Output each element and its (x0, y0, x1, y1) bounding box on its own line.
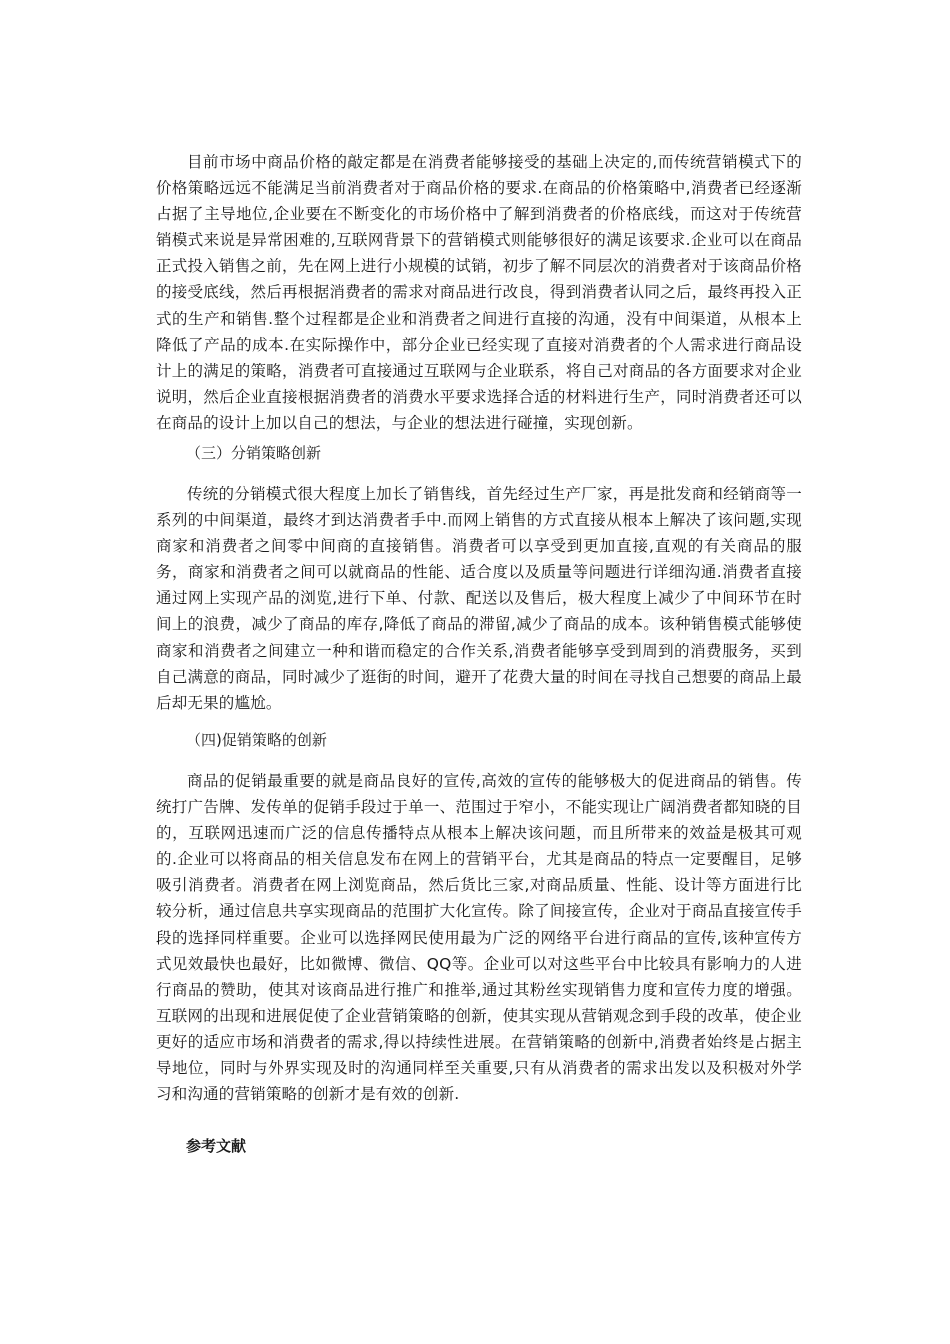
section-heading-promotion: （四)促销策略的创新 (186, 731, 327, 749)
paragraph-promotion-strategy: 商品的促销最重要的就是商品良好的宣传,高效的宣传的能够极大的促进商品的销售。传统打广告牌、发传单的促销手段过于单一、范围过于窄小，不能实现让广阔消费者都知晓的目的，互联网迅速而广泛的信息传播特点从根本上解决该问题，而且所带来的效益是极其可观的.企业可以将商品的相关信息发布在网上的营销平台，尤其是商品的特点一定要醒目，足够吸引消费者。消费者在网上浏览商品，然后货比三家,对商品质量、性能、设计等方面进行比较分析，通过信息共享实现商品的范围扩大化宣传。除了间接宣传，企业对于商品直接宣传手段的选择同样重要。企业可以选择网民使用最为广泛的网络平台进行商品的宣传,该种宣传方式见效最快也最好，比如微博、微信、QQ等。企业可以对这些平台中比较具有影响力的人进行商品的赞助，使其对该商品进行推广和推举,通过其粉丝实现销售力度和宣传力度的增强。互联网的出现和进展促使了企业营销策略的创新，使其实现从营销观念到手段的改革，使企业更好的适应市场和消费者的需求,得以持续性进展。在营销策略的创新中,消费者始终是占据主导地位，同时与外界实现及时的沟通同样至关重要,只有从消费者的需求出发以及积极对外学习和沟通的营销策略的创新才是有效的创新. (156, 772, 802, 1104)
section-heading-distribution: （三）分销策略创新 (186, 444, 322, 462)
paragraph-price-strategy: 目前市场中商品价格的敲定都是在消费者能够接受的基础上决定的,而传统营销模式下的价格策略远远不能满足当前消费者对于商品价格的要求.在商品的价格策略中,消费者已经逐渐占据了主导地位,企业要在不断变化的市场价格中了解到消费者的价格底线，而这对于传统营销模式来说是异常困难的,互联网背景下的营销模式则能够很好的满足该要求.企业可以在商品正式投入销售之前，先在网上进行小规模的试销，初步了解不同层次的消费者对于该商品价格的接受底线，然后再根据消费者的需求对商品进行改良，得到消费者认同之后，最终再投入正式的生产和销售.整个过程都是企业和消费者之间进行直接的沟通，没有中间渠道，从根本上降低了产品的成本.在实际操作中，部分企业已经实现了直接对消费者的个人需求进行商品设计上的满足的策略，消费者可直接通过互联网与企业联系，将自己对商品的各方面要求对企业说明，然后企业直接根据消费者的消费水平要求选择合适的材料进行生产，同时消费者还可以在商品的设计上加以自己的想法，与企业的想法进行碰撞，实现创新。 (156, 153, 802, 432)
references-heading: 参考文献 (186, 1137, 247, 1155)
paragraph-distribution-strategy: 传统的分销模式很大程度上加长了销售线，首先经过生产厂家，再是批发商和经销商等一系列的中间渠道，最终才到达消费者手中.而网上销售的方式直接从根本上解决了该问题,实现商家和消费者之间零中间商的直接销售。消费者可以享受到更加直接,直观的有关商品的服务，商家和消费者之间可以就商品的性能、适合度以及质量等问题进行详细沟通.消费者直接通过网上实现产品的浏览,进行下单、付款、配送以及售后，极大程度上减少了中间环节在时间上的浪费，减少了商品的库存,降低了商品的滞留,减少了商品的成本。该种销售模式能够使商家和消费者之间建立一种和谐而稳定的合作关系,消费者能够享受到周到的消费服务，买到自己满意的商品，同时减少了逛街的时间，避开了花费大量的时间在寻找自己想要的商品上最后却无果的尴尬。 (156, 485, 802, 712)
